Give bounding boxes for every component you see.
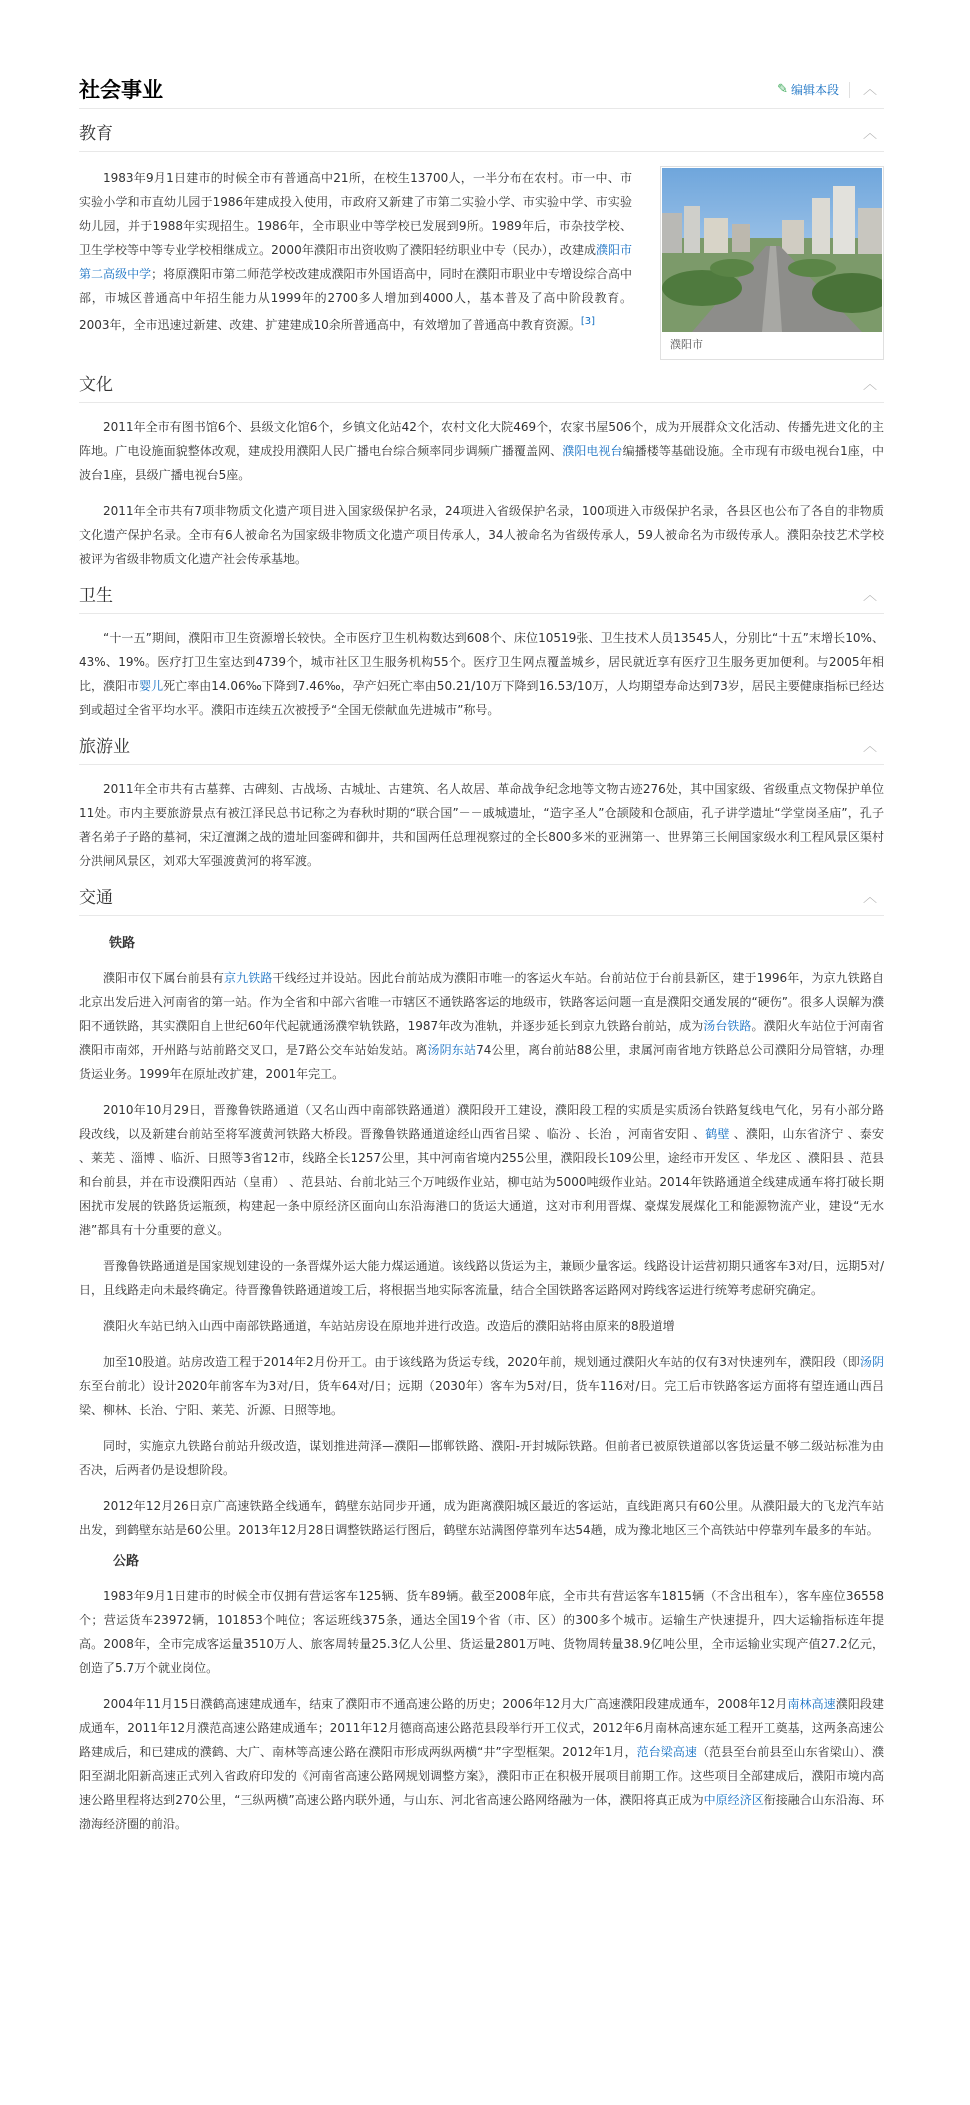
inline-link[interactable]: 范台梁高速	[636, 1745, 697, 1759]
inline-link[interactable]: 濮阳市第二高级中学	[79, 243, 632, 281]
paragraph	[79, 1692, 884, 1836]
text-run: 死亡率由14.06‰下降到7.46‰，孕产妇死亡率由50.21/10万下降到16.53/10万，人均期望寿命达到73岁，居民主要健康指标已经达到或超过全省平均水平。濮阳市连续五次被授予“全国无偿献血先进城市”称号。	[79, 679, 884, 717]
text-run: 2011年全市共有7项非物质文化遗产项目进入国家级保护名录，24项进入省级保护名录，100项进入市级保护名录，各县区也公布了各自的非物质文化遗产保护名录。全市有6人被命名为国家级非物质文化遗产项目传承人，34人被命名为省级传承人，59人被命名为市级传承人。濮阳杂技艺术学校被评为省级非物质文化遗产社会传承基地。	[79, 504, 884, 566]
text-run: 濮阳市仅下属台前县有	[103, 971, 225, 985]
section-title-culture: 文化	[79, 375, 113, 395]
text-run: 濮阳火车站已纳入山西中南部铁路通道，车站站房设在原地并进行改造。改造后的濮阳站将由原来的8股道增	[103, 1319, 675, 1333]
city-photo-figure[interactable]	[660, 166, 884, 360]
pencil-icon: ✎	[777, 82, 788, 97]
text-run: 、濮阳，山东省济宁 、泰安 、莱芜 、淄博 、临沂、日照等3省12市，线路全长1257公里，其中河南省境内255公里，濮阳段长109公里，途经市开发区 、华龙区 、濮阳县 、范县和台前县，并在市设濮阳西站（皇甫） 、范县站、台前北站三个万吨级作业站，柳屯站为5000吨级作业站。2014年铁路通道全线建成通车将打破长期困扰市发展的铁路货运瓶颈，构建起一条中原经济区面向山东沿海港口的货运大通道，这对市利用晋煤、豪煤发展煤化工和能源物流产业，建设“无水港”都具有十分重要的意义。	[79, 1127, 884, 1237]
paragraph	[79, 1314, 884, 1338]
paragraph	[79, 1098, 884, 1242]
text-run: 。濮阳火车站位于河南省濮阳市南郊，开州路与站前路交叉口，是7路公交车站始发站。离	[79, 1019, 884, 1057]
text-run: 1983年9月1日建市的时候全市仅拥有营运客车125辆、货车89辆。截至2008年底，全市共有营运客车1815辆（不含出租车），客车座位36558个；营运货车23972辆，101853个吨位；客运班线375条，通达全国19个省（市、区）的300多个城市。运输生产快速提升，四大运输指标连年提高。2008年，全市完成客运量3510万人、旅客周转量25.3亿人公里、货运量2801万吨、货物周转量38.9亿吨公里，全市运输业实现产值27.2亿元，创造了5.7万个就业岗位。	[79, 1589, 884, 1675]
city-photo	[662, 168, 882, 332]
inline-link[interactable]: 中原经济区	[703, 1793, 764, 1807]
section-header-education	[79, 117, 884, 152]
section-culture	[79, 368, 884, 571]
text-run: 2012年12月26日京广高速铁路全线通车，鹤壁东站同步开通，成为距离濮阳城区最近的客运站，直线距离只有60公里。从濮阳最大的飞龙汽车站出发，到鹤壁东站是60公里。2013年12月28日调整铁路运行图后，鹤壁东站满图停靠列车达54趟，成为豫北地区三个高铁站中停靠列车最多的车站。	[79, 1499, 884, 1537]
inline-link[interactable]: 南林高速	[787, 1697, 836, 1711]
text-run: 2011年全市有图书馆6个、县级文化馆6个，乡镇文化站42个，农村文化大院469个，农家书屋506个，成为开展群众文化活动、传播先进文化的主阵地。广电设施面貌整体改观，建成投用濮阳人民广播电台综合频率同步调频广播覆盖网、	[79, 420, 884, 458]
inline-link[interactable]: 汤阴东站	[427, 1043, 477, 1057]
paragraph	[79, 1254, 884, 1302]
text-run: 衔接融合山东沿海、环渤海经济圈的前沿。	[79, 1793, 884, 1831]
text-run: （范县至台前县至山东省梁山）、濮阳至湖北阳新高速正式列入省政府印发的《河南省高速公路网规划调整方案》，濮阳市正在积极开展项目前期工作。这些项目全部建成后，濮阳市境内高速公路里程将达到270公里，“三纵两横”高速公路内联外通，与山东、河北省高速公路网络融为一体，濮阳将真正成为	[79, 1745, 884, 1807]
section-title-transport: 交通	[79, 888, 113, 908]
section-header-health	[79, 579, 884, 614]
inline-link[interactable]: 汤阴	[859, 1355, 884, 1369]
figure-caption: 濮阳市	[670, 338, 703, 351]
paragraph	[79, 415, 884, 487]
text-run: 74公里，离台前站88公里，隶属河南省地方铁路总公司濮阳分局管辖，办理货运业务。1999年在原址改扩建，2001年完工。	[79, 1043, 884, 1081]
text-run: 编播楼等基础设施。全市现有市级电视台1座，中波台1座，县级广播电视台5座。	[79, 444, 884, 482]
paragraph	[79, 626, 884, 722]
section-header-social	[79, 72, 884, 109]
text-run: 1983年9月1日建市的时候全市有普通高中21所，在校生13700人，一半分布在农村。市一中、市实验小学和市直幼儿园于1986年建成投入使用，市政府又新建了市第二实验小学、市实验中学、市实验幼儿园，并于1988年实现招生。1986年，全市职业中等学校已发展到9所。1989年后，市杂技学校、卫生学校等中等专业学校相继成立。2000年濮阳市出资收购了濮阳轻纺职业中专（民办），改建成	[79, 171, 632, 257]
chevron-up-icon[interactable]: ︿	[863, 126, 877, 142]
subsection-title-highway: 公路	[113, 1554, 140, 1569]
section-title-education: 教育	[79, 124, 113, 144]
inline-link[interactable]: 婴儿	[139, 679, 164, 693]
text-run: 同时，实施京九铁路台前站升级改造，谋划推进菏泽—濮阳—邯郸铁路、濮阳-开封城际铁路。但前者已被原铁道部以客货运量不够二级站标准为由否决，后两者仍是设想阶段。	[79, 1439, 884, 1477]
paragraph	[79, 966, 884, 1086]
text-run: ；将原濮阳市第二师范学校改建成濮阳市外国语高中，同时在濮阳市职业中专增设综合高中部，市城区普通高中年招生能力从1999年的2700多人增加到4000人，基本普及了高中阶段教育。2003年，全市迅速过新建、改建、扩建建成10余所普通高中，有效增加了普通高中教育资源。	[79, 267, 632, 332]
section-education	[79, 117, 884, 360]
text-run: 2004年11月15日濮鹤高速建成通车，结束了濮阳市不通高速公路的历史；2006年12月大广高速濮阳段建成通车，2008年12月	[103, 1697, 788, 1711]
section-header-tourism	[79, 730, 884, 765]
text-run: 东至台前北）设计2020年前客车为3对/日，货车64对/日；远期（2030年）客车为5对/日，货车116对/日。完工后市铁路客运方面将有望连通山西吕梁、柳林、长治、宁阳、莱芜、沂源、日照等地。	[79, 1379, 884, 1417]
chevron-up-icon[interactable]: ︿	[863, 739, 877, 755]
paragraph	[79, 1434, 884, 1482]
chevron-up-icon[interactable]: ︿	[863, 82, 877, 98]
chevron-up-icon[interactable]: ︿	[863, 377, 877, 393]
citation-ref[interactable]: [3]	[580, 316, 595, 327]
paragraph	[79, 499, 884, 571]
text-run: 濮阳段建成通车，2011年12月濮范高速公路建成通车；2011年12月德商高速公路范县段举行开工仪式，2012年6月南林高速东延工程开工奠基，这两条高速公路建成后，和已建成的濮鹤、大广、南林等高速公路在濮阳市形成两纵两横“井”字型框架。2012年1月，	[79, 1697, 884, 1759]
inline-link[interactable]: 鹤壁	[705, 1127, 730, 1141]
inline-link[interactable]: 汤台铁路	[703, 1019, 752, 1033]
page-title: 社会事业	[79, 78, 163, 102]
section-title-health: 卫生	[79, 586, 113, 606]
chevron-up-icon[interactable]: ︿	[863, 890, 877, 906]
text-run: 晋豫鲁铁路通道是国家规划建设的一条晋煤外运大能力煤运通道。该线路以货运为主，兼顾少量客运。线路设计运营初期只通客车3对/日，远期5对/日，且线路走向未最终确定。待晋豫鲁铁路通道竣工后，将根据当地实际客流量，结合全国铁路客运路网对跨线客运进行统筹考虑研究确定。	[79, 1259, 884, 1297]
paragraph	[79, 777, 884, 873]
text-run: 干线经过并设站。因此台前站成为濮阳市唯一的客运火车站。台前站位于台前县新区，建于1996年，为京九铁路自北京出发后进入河南省的第一站。作为全省和中部六省唯一市辖区不通铁路客运的地级市，铁路客运问题一直是濮阳交通发展的“硬伤”。很多人误解为濮阳不通铁路，其实濮阳自上世纪60年代起就通汤濮窄轨铁路，1987年改为准轨，并逐步延长到京九铁路台前站，成为	[79, 971, 884, 1033]
edit-section-label: 编辑本段	[790, 83, 839, 97]
section-title-tourism: 旅游业	[79, 737, 130, 757]
paragraph	[79, 1350, 884, 1422]
section-header-culture	[79, 368, 884, 403]
text-run: 加至10股道。站房改造工程于2014年2月份开工。由于该线路为货运专线，2020年前，规划通过濮阳火车站的仅有3对快速列车，濮阳段（即	[103, 1355, 860, 1369]
section-header-transport	[79, 881, 884, 916]
section-tourism	[79, 730, 884, 873]
text-run: 2010年10月29日，晋豫鲁铁路通道（又名山西中南部铁路通道）濮阳段开工建设，濮阳段工程的实质是实质汤台铁路复线电气化，另有小部分路段改线，以及新建台前站至将军渡黄河铁路大桥段。晋豫鲁铁路通道途经山西省吕梁 、临汾 、长治 ，河南省安阳 、	[79, 1103, 884, 1141]
edit-section-button[interactable]	[777, 82, 850, 98]
paragraph	[79, 1494, 884, 1542]
chevron-up-icon[interactable]: ︿	[863, 588, 877, 604]
section-transport	[79, 881, 884, 1836]
subsection-title-railway: 铁路	[109, 936, 136, 951]
paragraph	[79, 166, 632, 337]
inline-link[interactable]: 濮阳电视台	[562, 444, 623, 458]
section-health	[79, 579, 884, 722]
text-run: 2011年全市共有古墓葬、古碑刻、古战场、古城址、古建筑、名人故居、革命战争纪念地等文物古迹276处，其中国家级、省级重点文物保护单位11处。市内主要旅游景点有被江泽民总书记称之为春秋时期的“联合国”－－戚城遗址，“造字圣人”仓颉陵和仓颉庙，孔子讲学遗址“学堂岗圣庙”，孔子著名弟子子路的墓祠，宋辽澶渊之战的遗址回銮碑和御井，共和国两任总理视察过的全长800多米的亚洲第一、世界第三长闸国家级水利工程风景区渠村分洪闸风景区，刘邓大军强渡黄河的将军渡。	[79, 782, 884, 868]
paragraph	[79, 1584, 884, 1680]
inline-link[interactable]: 京九铁路	[224, 971, 273, 985]
text-run: “十一五”期间，濮阳市卫生资源增长较快。全市医疗卫生机构数达到608个、床位10519张、卫生技术人员13545人，分别比“十五”末增长10%、43%、19%。医疗打卫生室达到4739个，城市社区卫生服务机构55个。医疗卫生网点覆盖城乡，居民就近享有医疗卫生服务更加便利。与2005年相比，濮阳市	[79, 631, 884, 693]
